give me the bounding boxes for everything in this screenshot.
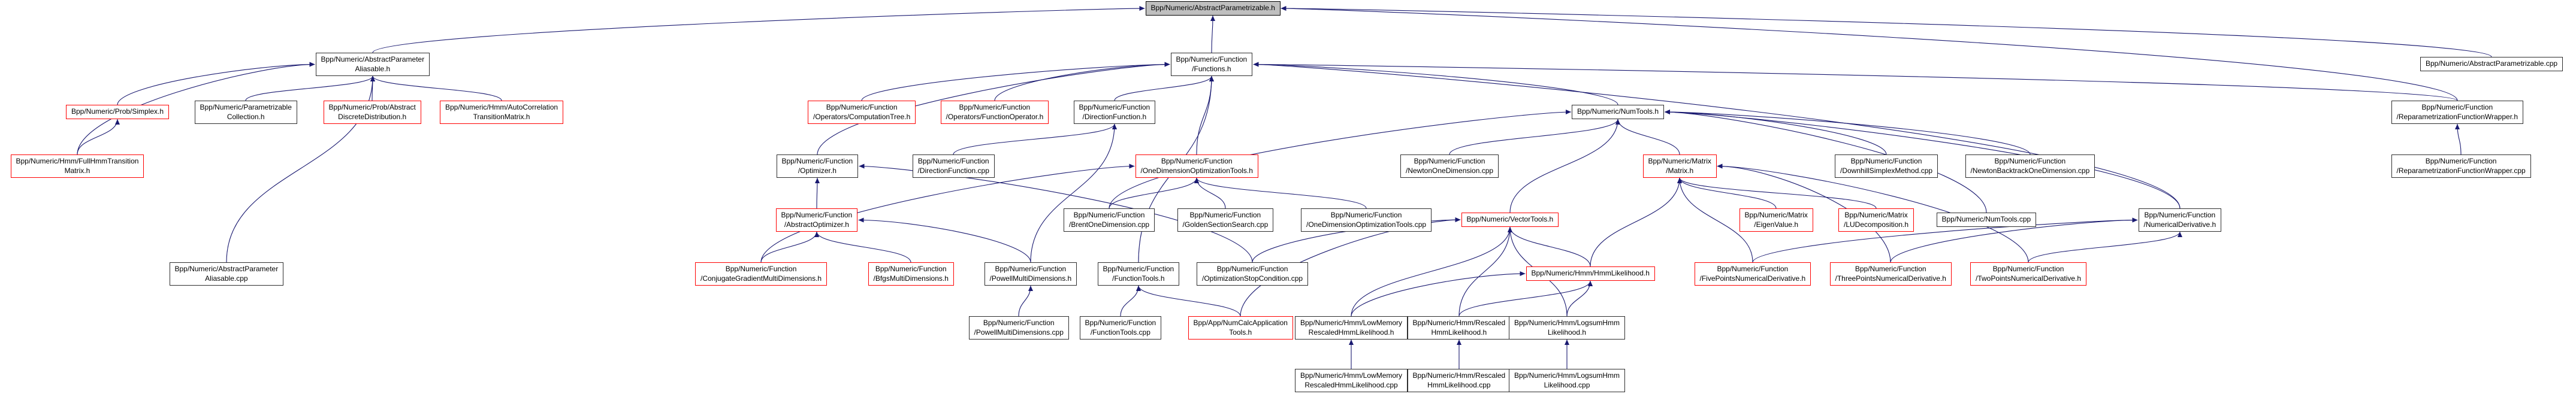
graph-node-reparametrization-function-wrapper-cpp[interactable] xyxy=(2391,154,2531,178)
edge-reparametrization-function-wrapper-h--functions-h xyxy=(1254,65,2458,101)
graph-node-abstract-discrete-distribution-h[interactable] xyxy=(324,101,421,124)
node-label-line: Bpp/Numeric/AbstractParameter xyxy=(174,265,279,273)
graph-node-numtools-h[interactable] xyxy=(1572,105,1664,119)
node-label-line: /DirectionFunction.h xyxy=(1082,112,1147,121)
graph-node-abstract-parametrizable-h[interactable] xyxy=(1146,1,1281,16)
graph-node-low-memory-rescaled-hmm-likelihood-h[interactable] xyxy=(1295,316,1408,340)
node-label xyxy=(2426,59,2557,69)
node-label-line: /FunctionTools.cpp xyxy=(1090,328,1150,337)
node-label xyxy=(918,157,989,175)
graph-node-function-operator-h[interactable] xyxy=(941,101,1049,124)
graph-node-two-points-numerical-derivative-h[interactable] xyxy=(1970,262,2086,286)
graph-node-function-tools-h[interactable] xyxy=(1098,262,1180,286)
node-label xyxy=(71,107,164,117)
node-label-line: Bpp/Numeric/Hmm/Rescaled xyxy=(1412,319,1506,327)
node-label-line: Bpp/Numeric/Function xyxy=(1994,157,2066,165)
edge-powell-multi-dimensions-h--abstract-optimizer-h xyxy=(859,220,1031,263)
edge-abstract-parameter-aliasable-h--abstract-parametrizable-h xyxy=(373,8,1145,53)
node-label xyxy=(321,55,425,74)
node-label xyxy=(1467,215,1554,225)
edge-abstract-parametrizable-cpp--abstract-parametrizable-h xyxy=(1281,8,2492,57)
node-label-line: Bpp/Numeric/Hmm/LowMemory xyxy=(1300,371,1403,380)
edge-lu-decomposition-h--matrix-h xyxy=(1680,178,1876,208)
node-label xyxy=(1079,103,1150,122)
node-label xyxy=(200,103,292,122)
edge-full-hmm-transition-matrix-h--simplex-h xyxy=(77,119,117,154)
node-label-line: HmmLikelihood.h xyxy=(1431,328,1487,337)
node-label xyxy=(1069,211,1149,229)
node-label-line: Bpp/Numeric/Function xyxy=(781,211,853,219)
edge-rescaled-hmm-likelihood-h--vectortools-h xyxy=(1459,227,1510,316)
node-label-line: Bpp/Numeric/Function xyxy=(1079,103,1150,111)
node-label-line: /ReparametrizationFunctionWrapper.h xyxy=(2396,112,2518,121)
edge-downhill-simplex-method-cpp--numtools-h xyxy=(1665,112,1886,154)
node-label-line: /BfgsMultiDimensions.h xyxy=(873,274,949,283)
node-label-line: RescaledHmmLikelihood.h xyxy=(1308,328,1394,337)
node-label-line: Bpp/Numeric/Function xyxy=(1330,211,1402,219)
node-label-line: /PowellMultiDimensions.h xyxy=(989,274,1072,283)
graph-node-optimization-stop-condition-cpp[interactable] xyxy=(1197,262,1308,286)
graph-node-vectortools-h[interactable] xyxy=(1461,213,1559,227)
edge-direction-function-h--functions-h xyxy=(1115,76,1212,101)
node-label-line: Bpp/Numeric/Function xyxy=(1189,211,1261,219)
edge-functions-h--abstract-parametrizable-h xyxy=(1212,16,1213,53)
node-label-line: Bpp/Numeric/Function xyxy=(959,103,1031,111)
node-label-line: Bpp/Numeric/Function xyxy=(2421,103,2493,111)
node-label xyxy=(2397,157,2526,175)
node-label-line: Tools.h xyxy=(1229,328,1252,337)
graph-node-abstract-parameter-aliasable-cpp[interactable] xyxy=(170,262,284,286)
node-label xyxy=(1202,265,1303,283)
node-label xyxy=(1406,157,1493,175)
graph-node-conjugate-gradient-multi-dimensions-h[interactable] xyxy=(695,262,827,286)
node-label-line: /ReparametrizationFunctionWrapper.cpp xyxy=(2396,166,2526,175)
node-label xyxy=(1971,157,2090,175)
node-label-line: /Matrix.h xyxy=(1666,166,1694,175)
node-label-line: /OneDimensionOptimizationTools.cpp xyxy=(1306,220,1427,229)
node-label-line: Collection.h xyxy=(227,112,265,121)
node-label xyxy=(1413,319,1506,337)
node-label xyxy=(1085,319,1156,337)
edge-auto-correlation-transition-matrix-h--abstract-parameter-aliasable-h xyxy=(373,76,502,101)
edge-numcalc-application-tools-h--function-tools-h xyxy=(1138,286,1240,316)
node-label xyxy=(1700,265,1806,283)
graph-node-optimizer-h[interactable] xyxy=(777,154,859,178)
node-label-line: /EigenValue.h xyxy=(1754,220,1799,229)
node-label-line: /ConjugateGradientMultiDimensions.h xyxy=(700,274,822,283)
edge-function-tools-cpp--function-tools-h xyxy=(1121,286,1138,316)
graph-node-numerical-derivative-h[interactable] xyxy=(2139,208,2222,232)
edge-simplex-h--abstract-parameter-aliasable-h xyxy=(117,65,315,105)
node-label xyxy=(1194,319,1288,337)
node-label-line: Bpp/Numeric/Function xyxy=(1717,265,1789,273)
graph-node-five-points-numerical-derivative-h[interactable] xyxy=(1695,262,1811,286)
graph-node-powell-multi-dimensions-cpp[interactable] xyxy=(969,316,1069,340)
node-label-line: Bpp/Numeric/VectorTools.h xyxy=(1466,215,1554,223)
graph-node-functions-h[interactable] xyxy=(1171,53,1253,76)
node-label-line: Bpp/Numeric/AbstractParameter xyxy=(321,55,425,63)
node-label xyxy=(990,265,1072,283)
node-label-line: Bpp/Numeric/Hmm/AutoCorrelation xyxy=(445,103,558,111)
node-label xyxy=(1300,371,1402,390)
node-label xyxy=(1300,319,1402,337)
graph-node-newton-backtrack-one-dimension-cpp[interactable] xyxy=(1965,154,2095,178)
node-label-line: Bpp/Numeric/Matrix xyxy=(1648,157,1711,165)
node-label-line: Bpp/Numeric/Function xyxy=(781,157,853,165)
node-label-line: Bpp/Numeric/Hmm/LowMemory xyxy=(1300,319,1403,327)
node-label xyxy=(946,103,1044,122)
node-label-line: RescaledHmmLikelihood.cpp xyxy=(1304,380,1398,389)
node-label xyxy=(1413,371,1506,390)
node-label-line: Bpp/Numeric/Function xyxy=(1085,319,1156,327)
node-label xyxy=(1942,215,2031,225)
node-label xyxy=(1514,319,1620,337)
graph-node-abstract-parameter-aliasable-h[interactable] xyxy=(316,53,430,76)
node-label xyxy=(1835,265,1946,283)
node-label-line: Likelihood.cpp xyxy=(1544,380,1590,389)
node-label-line: Bpp/Numeric/Hmm/FullHmmTransition xyxy=(16,157,139,165)
node-label-line: Bpp/Numeric/Function xyxy=(1850,157,1922,165)
edge-direction-function-cpp--direction-function-h xyxy=(953,124,1115,154)
node-label-line: TransitionMatrix.h xyxy=(473,112,530,121)
node-label xyxy=(1306,211,1426,229)
node-label xyxy=(782,157,853,175)
node-label-line: Bpp/Numeric/Function xyxy=(1855,265,1926,273)
graph-node-matrix-h[interactable] xyxy=(1643,154,1717,178)
edge-function-operator-h--functions-h xyxy=(995,65,1170,101)
edge-computation-tree-h--functions-h xyxy=(862,65,1170,101)
graph-node-abstract-parametrizable-cpp[interactable] xyxy=(2420,57,2563,71)
edge-reparametrization-function-wrapper-cpp--reparametrization-function-wrapper-h xyxy=(2457,124,2461,154)
graph-node-full-hmm-transition-matrix-h[interactable] xyxy=(11,154,144,178)
graph-node-parametrizable-collection-h[interactable] xyxy=(195,101,297,124)
node-label xyxy=(781,211,853,229)
node-label xyxy=(1176,55,1248,74)
node-label-line: Bpp/Numeric/Function xyxy=(1992,265,2064,273)
node-label-line: Bpp/Numeric/Function xyxy=(2425,157,2497,165)
node-label xyxy=(813,103,910,122)
node-label-line: Matrix.h xyxy=(64,166,90,175)
node-label xyxy=(329,103,416,122)
node-label-line: /DownhillSimplexMethod.cpp xyxy=(1840,166,1933,175)
graph-node-hmm-likelihood-h[interactable] xyxy=(1526,266,1655,281)
node-label-line: /AbstractOptimizer.h xyxy=(784,220,849,229)
edge-hmm-likelihood-h--vectortools-h xyxy=(1510,227,1590,266)
node-label-line: /NumericalDerivative.h xyxy=(2143,220,2216,229)
node-label-line: Bpp/Numeric/Matrix xyxy=(1744,211,1808,219)
node-label-line: /NewtonBacktrackOneDimension.cpp xyxy=(1970,166,2090,175)
node-label xyxy=(1183,211,1269,229)
node-label-line: /ThreePointsNumericalDerivative.h xyxy=(1835,274,1946,283)
node-label-line: /Operators/ComputationTree.h xyxy=(813,112,911,121)
graph-node-rescaled-hmm-likelihood-h[interactable] xyxy=(1408,316,1511,340)
node-label-line: /DirectionFunction.cpp xyxy=(917,166,989,175)
node-label xyxy=(2144,211,2216,229)
edge-one-dimension-optimization-tools-cpp--one-dimension-optimization-tools-h xyxy=(1197,178,1366,208)
node-label-line: Bpp/Numeric/Prob/Abstract xyxy=(328,103,416,111)
graph-node-rescaled-hmm-likelihood-cpp[interactable] xyxy=(1408,369,1511,392)
node-label-line: Bpp/Numeric/Matrix xyxy=(1844,211,1908,219)
edge-matrix-h--numtools-h xyxy=(1618,119,1680,154)
graph-node-golden-section-search-cpp[interactable] xyxy=(1177,208,1274,232)
node-label-line: Bpp/Numeric/Hmm/Rescaled xyxy=(1412,371,1506,380)
node-label-line: Bpp/Numeric/Hmm/LogsumHmm xyxy=(1514,319,1620,327)
node-label xyxy=(175,265,279,283)
node-label xyxy=(1141,157,1253,175)
graph-node-eigen-value-h[interactable] xyxy=(1740,208,1813,232)
node-label-line: Bpp/Numeric/Function xyxy=(917,157,989,165)
edge-golden-section-search-cpp--one-dimension-optimization-tools-h xyxy=(1197,178,1225,208)
edge-powell-multi-dimensions-cpp--powell-multi-dimensions-h xyxy=(1019,286,1031,316)
edge-eigen-value-h--matrix-h xyxy=(1680,178,1776,208)
node-label-line: Bpp/Numeric/Function xyxy=(983,319,1055,327)
edge-two-points-numerical-derivative-h--numerical-derivative-h xyxy=(2028,232,2180,262)
node-label-line: /PowellMultiDimensions.cpp xyxy=(974,328,1064,337)
edge-newton-one-dimension-cpp--numtools-h xyxy=(1449,119,1618,154)
graph-node-low-memory-rescaled-hmm-likelihood-cpp[interactable] xyxy=(1295,369,1408,392)
node-label-line: Bpp/Numeric/Function xyxy=(2144,211,2216,219)
node-label xyxy=(700,265,822,283)
node-label-line: Bpp/App/NumCalcApplication xyxy=(1193,319,1288,327)
node-label-line: /TwoPointsNumericalDerivative.h xyxy=(1976,274,2082,283)
node-label xyxy=(874,265,949,283)
node-label-line: Aliasable.cpp xyxy=(205,274,248,283)
edge-powell-multi-dimensions-h--direction-function-h xyxy=(1031,124,1115,262)
graph-node-three-points-numerical-derivative-h[interactable] xyxy=(1830,262,1952,286)
node-label-line: /GoldenSectionSearch.cpp xyxy=(1182,220,1269,229)
node-label xyxy=(1976,265,2081,283)
graph-node-lu-decomposition-h[interactable] xyxy=(1838,208,1914,232)
graph-node-direction-function-h[interactable] xyxy=(1074,101,1156,124)
edge-low-memory-rescaled-hmm-likelihood-h--hmm-likelihood-h xyxy=(1351,274,1526,316)
edge-one-dimension-optimization-tools-h--functions-h xyxy=(1197,76,1212,154)
node-label-line: /LUDecomposition.h xyxy=(1844,220,1909,229)
edge-rescaled-hmm-likelihood-h--hmm-likelihood-h xyxy=(1459,281,1590,316)
graph-node-logsum-hmm-likelihood-cpp[interactable] xyxy=(1509,369,1625,392)
graph-node-reparametrization-function-wrapper-h[interactable] xyxy=(2391,101,2524,124)
edge-parametrizable-collection-h--abstract-parameter-aliasable-h xyxy=(246,76,373,101)
graph-node-newton-one-dimension-cpp[interactable] xyxy=(1400,154,1499,178)
node-label-line: /FunctionTools.h xyxy=(1112,274,1165,283)
node-label-line: Bpp/Numeric/Function xyxy=(826,103,898,111)
node-label-line: Bpp/Numeric/Function xyxy=(875,265,947,273)
node-label xyxy=(1745,211,1808,229)
node-label-line: Bpp/Numeric/NumTools.cpp xyxy=(1941,215,2031,223)
node-label-line: /FivePointsNumericalDerivative.h xyxy=(1699,274,1806,283)
edge-bfgs-multi-dimensions-h--abstract-optimizer-h xyxy=(817,232,911,262)
node-label-line: /OptimizationStopCondition.cpp xyxy=(1202,274,1303,283)
graph-node-powell-multi-dimensions-h[interactable] xyxy=(985,262,1077,286)
node-label-line: Bpp/Numeric/Hmm/HmmLikelihood.h xyxy=(1531,269,1650,277)
graph-node-simplex-h[interactable] xyxy=(66,105,169,119)
node-label-line: Bpp/Numeric/Function xyxy=(1161,157,1233,165)
node-label-line: Bpp/Numeric/AbstractParametrizable.cpp xyxy=(2426,59,2558,68)
node-label-line: /Optimizer.h xyxy=(798,166,836,175)
node-label xyxy=(445,103,558,122)
node-label-line: Bpp/Numeric/Function xyxy=(1216,265,1288,273)
node-label xyxy=(1840,157,1932,175)
node-label xyxy=(1103,265,1174,283)
node-label-line: Bpp/Numeric/Function xyxy=(1073,211,1145,219)
node-label-line: Bpp/Numeric/Function xyxy=(725,265,797,273)
edge-newton-backtrack-one-dimension-cpp--numtools-h xyxy=(1665,112,2030,154)
edge-logsum-hmm-likelihood-h--hmm-likelihood-h xyxy=(1567,281,1590,316)
edge-hmm-likelihood-h--matrix-h xyxy=(1590,178,1680,266)
node-label-line: /Operators/FunctionOperator.h xyxy=(946,112,1044,121)
node-label-line: Aliasable.h xyxy=(355,64,391,73)
edge-numtools-h--functions-h xyxy=(1254,65,1618,105)
node-label-line: Bpp/Numeric/Parametrizable xyxy=(200,103,292,111)
graph-node-function-tools-cpp[interactable] xyxy=(1080,316,1162,340)
graph-node-numtools-cpp[interactable] xyxy=(1937,213,2037,227)
node-label-line: DiscreteDistribution.h xyxy=(338,112,407,121)
node-label xyxy=(974,319,1064,337)
node-label-line: /BrentOneDimension.cpp xyxy=(1069,220,1150,229)
graph-node-direction-function-cpp[interactable] xyxy=(913,154,995,178)
node-label-line: Bpp/Numeric/Function xyxy=(1176,55,1248,63)
node-label-line: /OneDimensionOptimizationTools.h xyxy=(1140,166,1253,175)
node-label xyxy=(2397,103,2518,122)
node-label-line: /NewtonOneDimension.cpp xyxy=(1406,166,1494,175)
node-label xyxy=(1151,4,1275,13)
node-label-line: Bpp/Numeric/Hmm/LogsumHmm xyxy=(1514,371,1620,380)
node-label xyxy=(16,157,139,175)
graph-node-numcalc-application-tools-h[interactable] xyxy=(1188,316,1293,340)
node-label xyxy=(1532,269,1650,278)
node-label-line: Likelihood.h xyxy=(1547,328,1587,337)
graph-node-computation-tree-h[interactable] xyxy=(808,101,916,124)
node-label xyxy=(1514,371,1620,390)
edge-numerical-derivative-h--functions-h xyxy=(1254,65,2181,209)
graph-node-one-dimension-optimization-tools-cpp[interactable] xyxy=(1301,208,1432,232)
node-label-line: /Functions.h xyxy=(1192,64,1231,73)
graph-node-abstract-optimizer-h[interactable] xyxy=(776,208,858,232)
node-label-line: Bpp/Numeric/NumTools.h xyxy=(1577,107,1659,116)
node-label-line: Bpp/Numeric/AbstractParametrizable.h xyxy=(1150,4,1275,12)
graph-node-logsum-hmm-likelihood-h[interactable] xyxy=(1509,316,1625,340)
node-label-line: Bpp/Numeric/Function xyxy=(1103,265,1174,273)
node-label xyxy=(1577,107,1659,117)
graph-node-bfgs-multi-dimensions-h[interactable] xyxy=(868,262,954,286)
node-label-line: Bpp/Numeric/Function xyxy=(995,265,1067,273)
graph-node-downhill-simplex-method-cpp[interactable] xyxy=(1835,154,1938,178)
node-label-line: Bpp/Numeric/Function xyxy=(1414,157,1485,165)
graph-node-auto-correlation-transition-matrix-h[interactable] xyxy=(440,101,563,124)
node-label xyxy=(1844,211,1908,229)
node-label-line: HmmLikelihood.cpp xyxy=(1427,380,1491,389)
node-label xyxy=(1648,157,1711,175)
graph-node-brent-one-dimension-cpp[interactable] xyxy=(1064,208,1155,232)
edge-low-memory-rescaled-hmm-likelihood-h--vectortools-h xyxy=(1351,227,1510,316)
graph-node-one-dimension-optimization-tools-h[interactable] xyxy=(1136,154,1258,178)
node-label-line: Bpp/Numeric/Prob/Simplex.h xyxy=(71,107,164,116)
